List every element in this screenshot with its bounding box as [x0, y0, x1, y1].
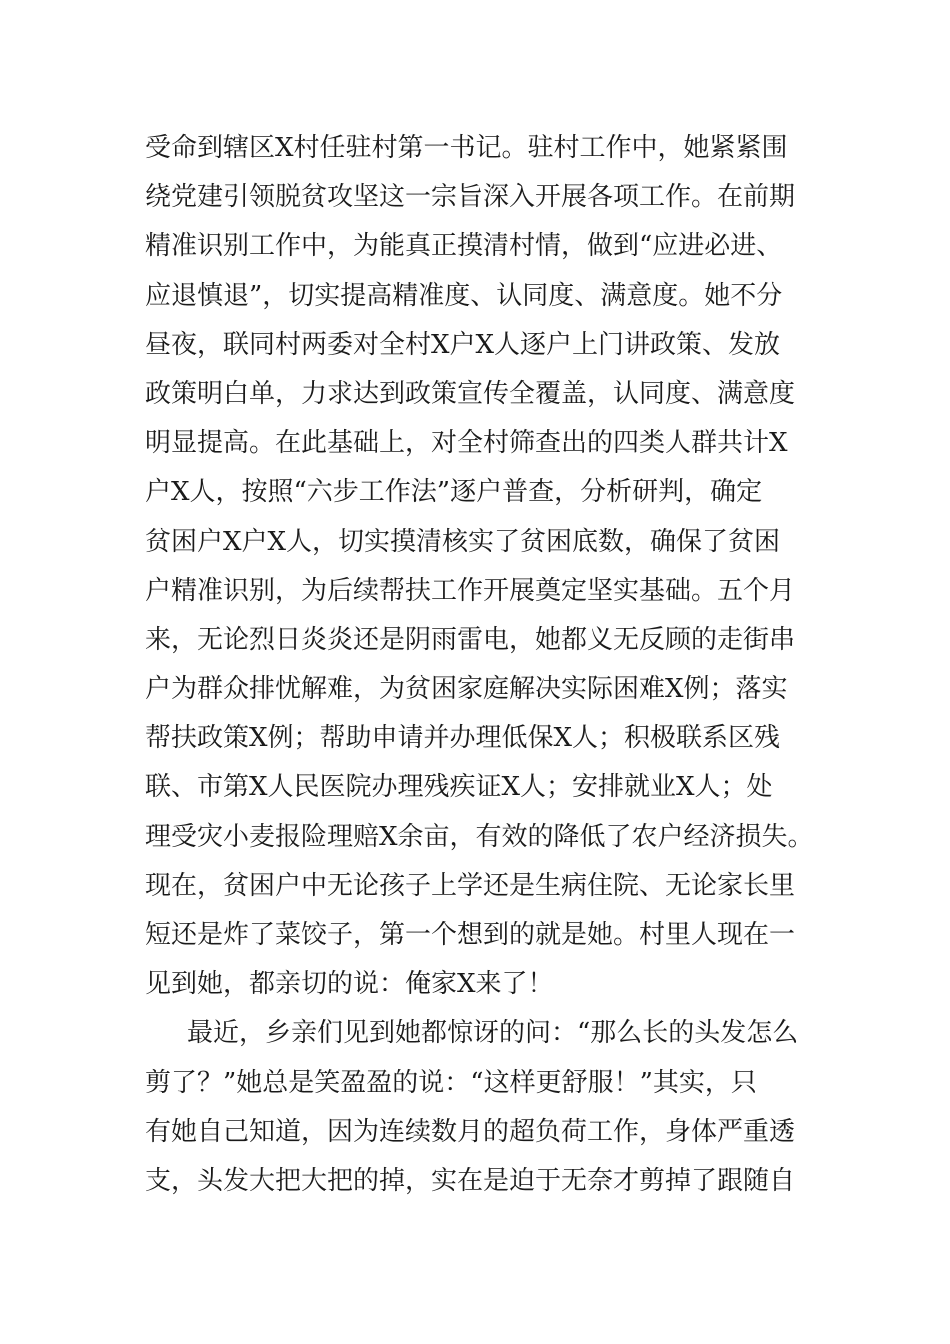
- text-line: 帮扶政策X例；帮助申请并办理低保X人；积极联系区残: [145, 723, 781, 754]
- text-line: 短还是炸了菜饺子，第一个想到的就是她。村里人现在一: [145, 920, 796, 950]
- text-line: 现在，贫困户中无论孩子上学还是生病住院、无论家长里: [145, 870, 796, 901]
- text-line: 剪了？”她总是笑盈盈的说：“这样更舒服！”其实，只: [145, 1067, 757, 1098]
- text-line: 户精准识别，为后续帮扶工作开展奠定坚实基础。五个月: [145, 575, 796, 606]
- text-line: 最近，乡亲们见到她都惊讶的问：“那么长的头发怎么: [187, 1018, 799, 1049]
- text-line: 支，头发大把大把的掉，实在是迫于无奈才剪掉了跟随自: [145, 1165, 796, 1196]
- text-line: 理受灾小麦报险理赔X余亩，有效的降低了农户经济损失。: [145, 821, 814, 852]
- text-line: 来，无论烈日炎炎还是阴雨雷电，她都义无反顾的走街串: [145, 624, 796, 655]
- text-line: 应退慎退”，切实提高精准度、认同度、满意度。她不分: [145, 280, 783, 311]
- text-line: 见到她，都亲切的说：俺家X来了！: [145, 969, 554, 1000]
- text-line: 有她自己知道，因为连续数月的超负荷工作，身体严重透: [145, 1116, 796, 1147]
- text-line: 昼夜，联同村两委对全村X户X人逐户上门讲政策、发放: [145, 329, 781, 360]
- text-line: 明显提高。在此基础上，对全村筛查出的四类人群共计X: [145, 428, 788, 459]
- text-line: 户X人，按照“六步工作法”逐户普查，分析研判，确定: [145, 477, 763, 508]
- text-line: 绕党建引领脱贫攻坚这一宗旨深入开展各项工作。在前期: [145, 182, 796, 213]
- body-text: [145, 124, 825, 1206]
- text-line: 受命到辖区X村任驻村第一书记。驻村工作中，她紧紧围: [145, 133, 788, 163]
- text-line: 精准识别工作中，为能真正摸清村情，做到“应进必进、: [145, 231, 783, 262]
- text-line: 贫困户X户X人，切实摸清核实了贫困底数，确保了贫困: [145, 526, 781, 557]
- text-line: 户为群众排忧解难，为贫困家庭解决实际困难X例；落实: [145, 674, 788, 705]
- paragraph-2: [145, 1009, 825, 1206]
- text-line: 联、市第X人民医院办理残疾证X人；安排就业X人；处: [145, 772, 773, 803]
- paragraph-1: [145, 124, 825, 1009]
- text-line: 政策明白单，力求达到政策宣传全覆盖，认同度、满意度: [145, 378, 796, 409]
